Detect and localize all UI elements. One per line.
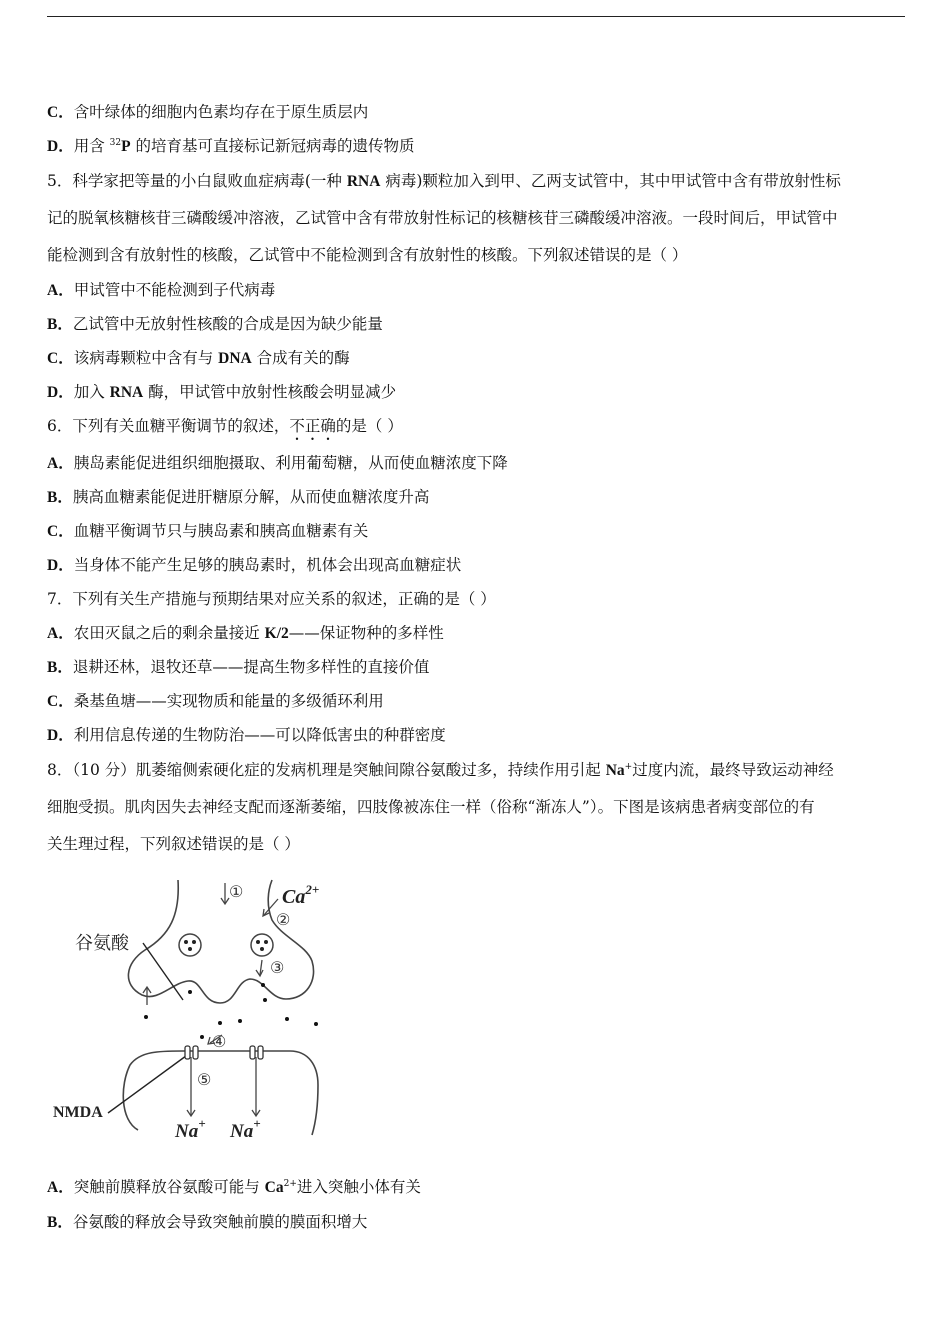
step-1-label: ① xyxy=(229,884,244,901)
ca-label: $Ca^{2+}$ xyxy=(282,882,320,908)
q5-option-d[interactable]: D．加入 RNA 酶，甲试管中放射性核酸会明显减少 xyxy=(47,383,397,401)
q8-stem-line-3: 关生理过程，下列叙述错误的是（ ） xyxy=(47,835,300,853)
emphasis-not-correct: 不正确 xyxy=(289,417,336,435)
q6-option-a[interactable]: A．胰岛素能促进组织细胞摄取、利用葡萄糖，从而使血糖浓度下降 xyxy=(47,454,508,472)
q7-option-d[interactable]: D．利用信息传递的生物防治——可以降低害虫的种群密度 xyxy=(47,726,446,744)
q8-stem-line-2: 细胞受损。肌肉因失去神经支配而逐渐萎缩，四肢像被冻住一样（俗称“渐冻人”）。下图是该病患者病变部位的有 xyxy=(47,798,815,816)
glutamate-molecules xyxy=(144,983,318,1039)
q6-stem: 6．下列有关血糖平衡调节的叙述，不正确的是（ ） xyxy=(47,417,403,435)
q5-stem-line-1: 5．科学家把等量的小白鼠败血症病毒(一种 RNA 病毒)颗粒加入到甲、乙两支试管中，其中甲试管中含有带放射性标 xyxy=(47,172,841,190)
q5-stem-line-2: 记的脱氧核糖核苷三磷酸缓冲溶液，乙试管中含有带放射性标记的核糖核苷三磷酸缓冲溶液。一段时间后，甲试管中 xyxy=(47,209,838,227)
q8-stem-line-1: 8．（10 分）肌萎缩侧索硬化症的发病机理是突触间隙谷氨酸过多，持续作用引起 Na+过度内流，最终导致运动神经 xyxy=(47,761,834,779)
step-3-label: ③ xyxy=(270,960,285,977)
q7-stem: 7．下列有关生产措施与预期结果对应关系的叙述，正确的是（ ） xyxy=(47,590,496,608)
q6-option-b[interactable]: B．胰高血糖素能促进肝糖原分解，从而使血糖浓度升高 xyxy=(47,488,430,506)
q7-option-a[interactable]: A．农田灭鼠之后的剩余量接近 K/2——保证物种的多样性 xyxy=(47,624,444,642)
synaptic-vesicle-left xyxy=(179,934,201,956)
q5-option-c[interactable]: C．该病毒颗粒中含有与 DNA 合成有关的酶 xyxy=(47,349,350,367)
q6-option-c[interactable]: C．血糖平衡调节只与胰岛素和胰高血糖素有关 xyxy=(47,522,369,540)
nmda-label: NMDA xyxy=(53,1104,103,1121)
q8-option-a[interactable]: A．突触前膜释放谷氨酸可能与 $Ca^{2+}$进入突触小体有关 xyxy=(47,1178,421,1196)
synapse-diagram xyxy=(50,875,340,1140)
synaptic-vesicle-right xyxy=(251,934,273,956)
q8-option-b[interactable]: B．谷氨酸的释放会导致突触前膜的膜面积增大 xyxy=(47,1213,368,1231)
q7-option-b[interactable]: B．退耕还林，退牧还草——提高生物多样性的直接价值 xyxy=(47,658,430,676)
q7-option-c[interactable]: C．桑基鱼塘——实现物质和能量的多级循环利用 xyxy=(47,692,384,710)
step-5-label: ⑤ xyxy=(197,1072,212,1089)
q5-option-a[interactable]: A．甲试管中不能检测到子代病毒 xyxy=(47,281,276,299)
na-label-left: Na+ xyxy=(175,1116,206,1140)
step-4-label: ④ xyxy=(212,1034,227,1051)
q5-stem-line-3: 能检测到含有放射性的核酸，乙试管中不能检测到含有放射性的核酸。下列叙述错误的是（ ） xyxy=(47,246,688,264)
glutamate-label: 谷氨酸 xyxy=(75,933,129,953)
postsynaptic-membrane xyxy=(123,1051,318,1135)
na-label-right: Na+ xyxy=(230,1116,261,1140)
q4-option-c[interactable]: C．含叶绿体的细胞内色素均存在于原生质层内 xyxy=(47,103,369,121)
q5-option-b[interactable]: B．乙试管中无放射性核酸的合成是因为缺少能量 xyxy=(47,315,383,333)
header-rule xyxy=(47,16,905,17)
q4-option-d[interactable]: D．用含 $^{32}$P 的培育基可直接标记新冠病毒的遗传物质 xyxy=(47,137,415,155)
step-2-label: ② xyxy=(276,912,291,929)
q6-option-d[interactable]: D．当身体不能产生足够的胰岛素时，机体会出现高血糖症状 xyxy=(47,556,462,574)
